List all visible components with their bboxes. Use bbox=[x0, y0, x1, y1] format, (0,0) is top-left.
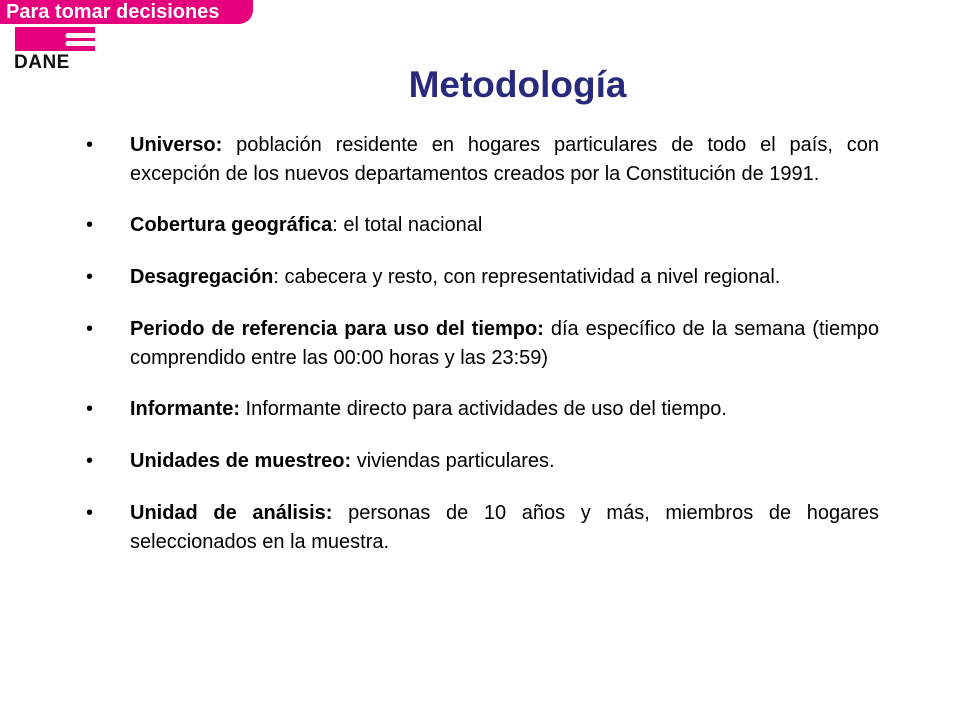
item-text bbox=[130, 131, 879, 189]
list-item bbox=[86, 499, 879, 557]
item-label: Cobertura geográfica bbox=[130, 214, 333, 236]
bullet-icon: • bbox=[86, 398, 94, 420]
item-description: : el total nacional bbox=[332, 214, 483, 236]
item-description: viviendas particulares. bbox=[351, 450, 555, 472]
page-title: Metodología bbox=[408, 64, 627, 105]
item-label: Periodo de referencia para uso del tiempo: bbox=[130, 318, 544, 340]
bullet-icon: • bbox=[86, 134, 94, 156]
methodology-list bbox=[86, 131, 879, 557]
bullet-icon: • bbox=[86, 318, 94, 340]
item-label: Universo: bbox=[130, 134, 223, 156]
item-description: población residente en hogares particulares de todo el país, con excepción de los nuevos departamentos creados por la Constitución de 1991. bbox=[130, 134, 879, 185]
item-text bbox=[130, 395, 879, 424]
item-text bbox=[130, 315, 879, 373]
item-label: Unidad de análisis: bbox=[130, 502, 333, 524]
item-description: : cabecera y resto, con representatividad a nivel regional. bbox=[273, 266, 781, 288]
logo-wordmark: DANE bbox=[14, 52, 70, 73]
item-description: Informante directo para actividades de uso del tiempo. bbox=[240, 398, 727, 420]
list-item bbox=[86, 263, 879, 292]
bullet-icon: • bbox=[86, 450, 94, 472]
list-item bbox=[86, 315, 879, 373]
list-item bbox=[86, 211, 879, 240]
header-banner bbox=[0, 0, 253, 24]
item-text bbox=[130, 499, 879, 557]
item-label: Unidades de muestreo: bbox=[130, 450, 352, 472]
list-item bbox=[86, 131, 879, 189]
item-description: día específico de la semana (tiempo comprendido entre las 00:00 horas y las 23:59) bbox=[130, 318, 879, 369]
bullet-icon: • bbox=[86, 266, 94, 288]
list-item bbox=[86, 395, 879, 424]
bullet-icon: • bbox=[86, 502, 94, 524]
banner-text: Para tomar decisiones bbox=[6, 1, 220, 23]
item-text bbox=[130, 447, 879, 476]
item-label: Informante: bbox=[130, 398, 240, 420]
item-description: personas de 10 años y más, miembros de hogares seleccionados en la muestra. bbox=[130, 502, 879, 553]
item-text bbox=[130, 263, 879, 292]
bullet-icon: • bbox=[86, 214, 94, 236]
list-item bbox=[86, 447, 879, 476]
item-label: Desagregación bbox=[130, 266, 274, 288]
item-text bbox=[130, 211, 879, 240]
